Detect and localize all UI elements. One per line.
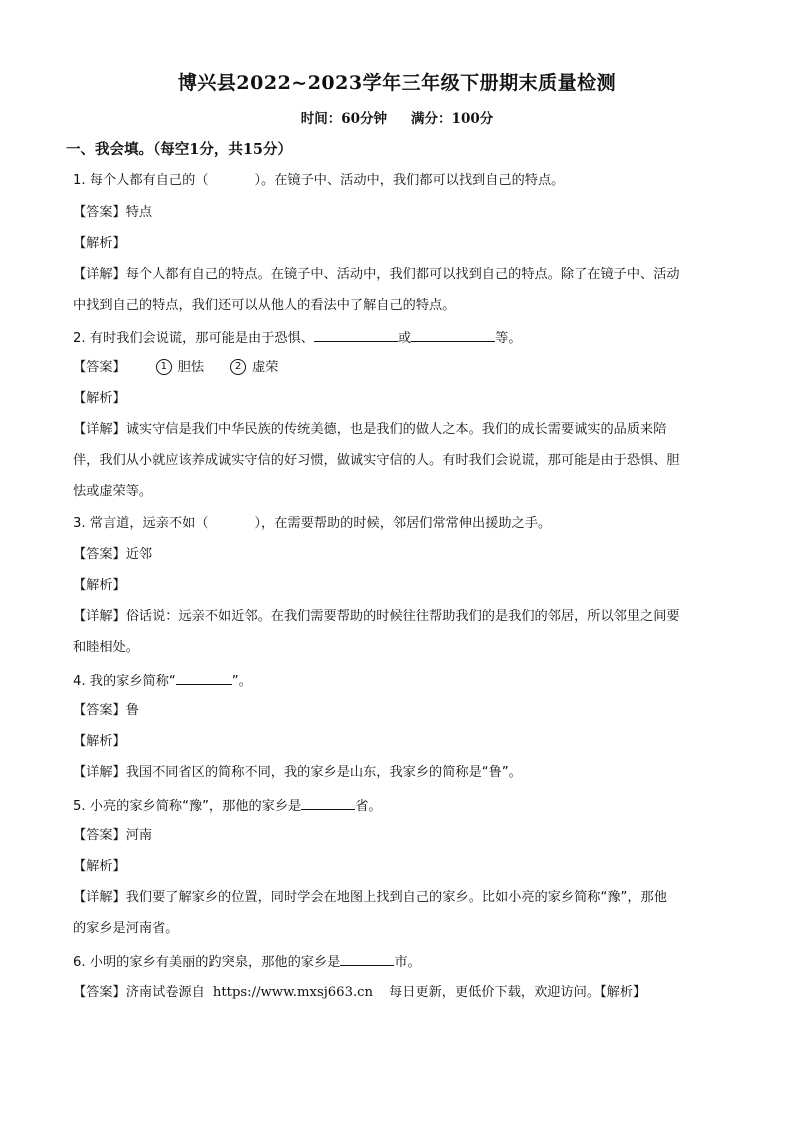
detail-4-line-1: 【详解】我国不同省区的简称不同，我的家乡是山东，我家乡的简称是“鲁”。 <box>73 765 522 780</box>
analysis-1: 【解析】 <box>73 236 126 251</box>
detail-2-line-3: 怯或虚荣等。 <box>73 484 153 499</box>
detail-3-line-1: 【详解】俗话说：远亲不如近邻。在我们需要帮助的时候往往帮助我们的是我们的邻居，所以邻里之间要 <box>73 609 680 624</box>
analysis-3: 【解析】 <box>73 578 126 593</box>
question-2: 2. 有时我们会说谎，那可能是由于恐惧、 或 等。 <box>73 327 522 349</box>
section-heading: 一、我会填。（每空1分，共15分） <box>66 141 293 158</box>
detail-1-line-2: 中找到自己的特点，我们还可以从他人的看法中了解自己的特点。 <box>73 298 456 313</box>
detail-2-line-2: 伴，我们从小就应该养成诚实守信的好习惯，做诚实守信的人。有时我们会说谎，那可能是由于恐惧、胆 <box>73 453 680 468</box>
analysis-4: 【解析】 <box>73 734 126 749</box>
page-title: 博兴县2022~2023学年三年级下册期末质量检测 <box>177 72 617 94</box>
score-label: 满分：100分 <box>411 111 494 127</box>
question-3: 3. 常言道，远亲不如（ ），在需要帮助的时候，邻居们常常伸出援助之手。 <box>73 516 552 531</box>
answer-5: 【答案】河南 <box>73 828 153 843</box>
answer-4: 【答案】鲁 <box>73 703 139 718</box>
exam-info <box>0 107 794 127</box>
answer-3: 【答案】近邻 <box>73 547 153 562</box>
question-4: 4. 我的家乡简称“ ”。 <box>73 670 252 692</box>
footer-url[interactable]: https://www.mxsj663.cn <box>212 985 374 1000</box>
analysis-5: 【解析】 <box>73 859 126 874</box>
detail-1-line-1: 【详解】每个人都有自己的特点。在镜子中、活动中，我们都可以找到自己的特点。除了在镜子中、活动 <box>73 267 680 282</box>
answer-1: 【答案】特点 <box>73 205 153 220</box>
question-1: 1. 每个人都有自己的（ ）。在镜子中、活动中，我们都可以找到自己的特点。 <box>73 173 565 188</box>
footer-notice: 每日更新，更低价下载，欢迎访问。 <box>389 985 601 1000</box>
question-6: 6. 小明的家乡有美丽的趵突泉，那他的家乡是 市。 <box>73 951 421 973</box>
answer-2: 【答案】 1 胆怯 2 虚荣 <box>73 360 279 375</box>
detail-5-line-2: 的家乡是河南省。 <box>73 921 179 936</box>
footer-line: 【答案】济南试卷源自 https://www.mxsj663.cn 每日更新，更低价下载，欢迎访问。【解析】 <box>73 985 647 1000</box>
footer-source: 济南试卷源自 <box>125 985 205 1000</box>
detail-5-line-1: 【详解】我们要了解家乡的位置，同时学会在地图上找到自己的家乡。比如小亮的家乡简称“豫”，那他 <box>73 890 667 905</box>
time-label: 时间：60分钟 <box>300 111 388 127</box>
detail-3-line-2: 和睦相处。 <box>73 640 139 655</box>
question-5: 5. 小亮的家乡简称“豫”，那他的家乡是 省。 <box>73 795 382 817</box>
detail-2-line-1: 【详解】诚实守信是我们中华民族的传统美德，也是我们的做人之本。我们的成长需要诚实的品质来陪 <box>73 422 667 437</box>
analysis-2: 【解析】 <box>73 391 126 406</box>
